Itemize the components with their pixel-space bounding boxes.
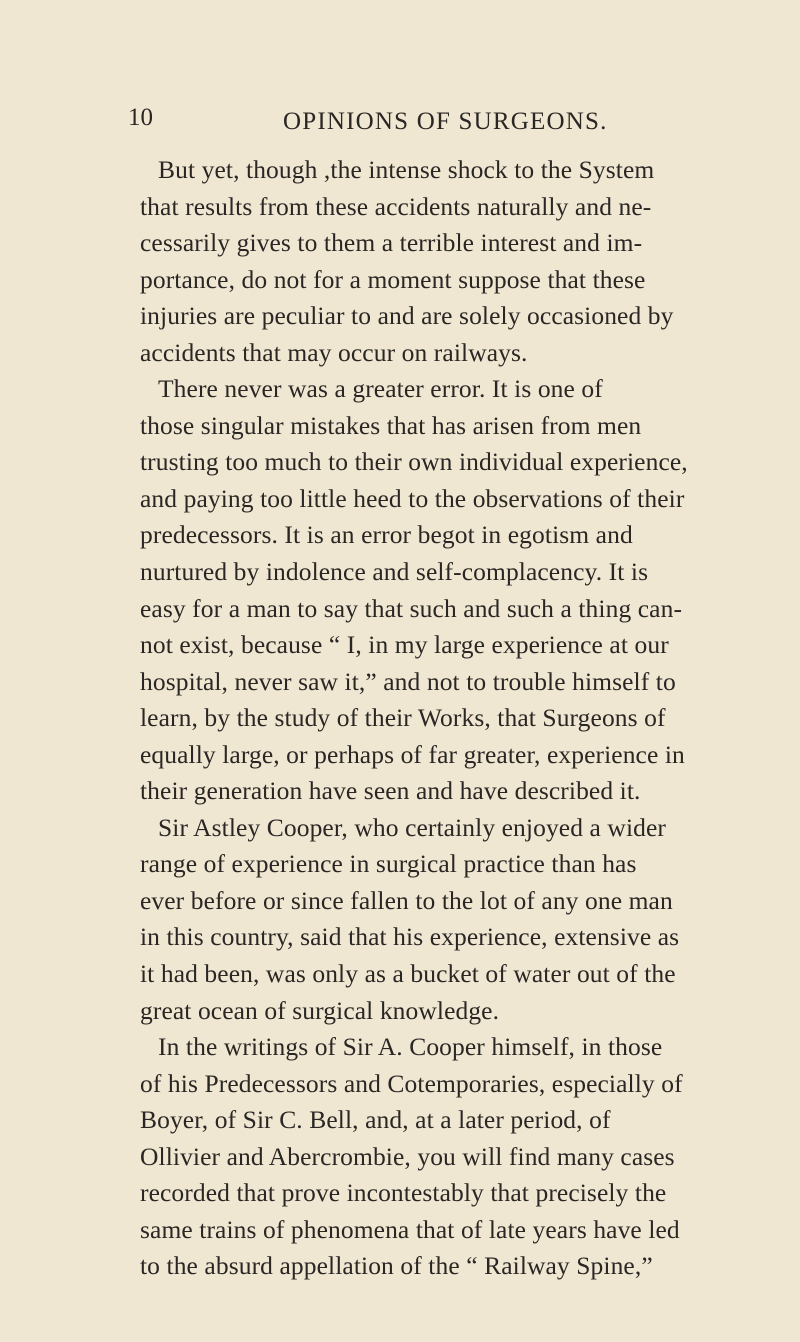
text-line: portance, do not for a moment suppose that these bbox=[140, 264, 646, 294]
text-line: those singular mistakes that has arisen from men bbox=[140, 410, 642, 440]
text-line: and paying too little heed to the observations of their bbox=[140, 483, 685, 513]
text-line: In the writings of Sir A. Cooper himself, in those bbox=[158, 1032, 663, 1062]
text-line: range of experience in surgical practice than has bbox=[140, 849, 637, 879]
text-line: predecessors. It is an error begot in egotism and bbox=[140, 520, 633, 550]
text-line: injuries are peculiar to and are solely occasioned by bbox=[140, 301, 674, 331]
text-line: Ollivier and Abercrombie, you will find many cases bbox=[140, 1141, 675, 1171]
text-line: equally large, or perhaps of far greater, experience in bbox=[140, 739, 685, 769]
text-line: Sir Astley Cooper, who certainly enjoyed a wider bbox=[158, 812, 666, 842]
text-line: it had been, was only as a bucket of water out of the bbox=[140, 959, 676, 989]
text-line: great ocean of surgical knowledge. bbox=[140, 995, 500, 1025]
text-line: accidents that may occur on railways. bbox=[140, 337, 528, 367]
text-line: hospital, never saw it,” and not to trouble himself to bbox=[140, 666, 676, 696]
body-text bbox=[140, 152, 800, 1285]
text-line: ever before or since fallen to the lot of any one man bbox=[140, 885, 673, 915]
text-line: nurtured by indolence and self-complacency. It is bbox=[140, 557, 649, 587]
text-line: learn, by the study of their Works, that Surgeons of bbox=[140, 703, 666, 733]
text-line: not exist, because “ I, in my large experience at our bbox=[140, 630, 669, 660]
text-line: that results from these accidents naturally and ne- bbox=[140, 191, 652, 221]
text-line: to the absurd appellation of the “ Railway Spine,” bbox=[140, 1251, 653, 1281]
text-line: trusting too much to their own individual experience, bbox=[140, 447, 688, 477]
text-line: same trains of phenomena that of late years have led bbox=[140, 1214, 680, 1244]
text-line: recorded that prove incontestably that precisely the bbox=[140, 1178, 667, 1208]
text-line: Boyer, of Sir C. Bell, and, at a later period, of bbox=[140, 1105, 611, 1135]
page-number: 10 bbox=[128, 104, 153, 131]
text-line: But yet, though ,the intense shock to the System bbox=[158, 155, 655, 184]
text-line: in this country, said that his experience, extensive as bbox=[140, 922, 680, 952]
text-line: easy for a man to say that such and such a thing can- bbox=[140, 593, 683, 623]
text-line: There never was a greater error. It is one of bbox=[158, 374, 603, 404]
running-head: OPINIONS OF SURGEONS. bbox=[283, 108, 608, 135]
text-line: of his Predecessors and Cotemporaries, especially of bbox=[140, 1068, 683, 1098]
text-line: cessarily gives to them a terrible interest and im- bbox=[140, 228, 643, 258]
text-line: their generation have seen and have described it. bbox=[140, 776, 641, 806]
